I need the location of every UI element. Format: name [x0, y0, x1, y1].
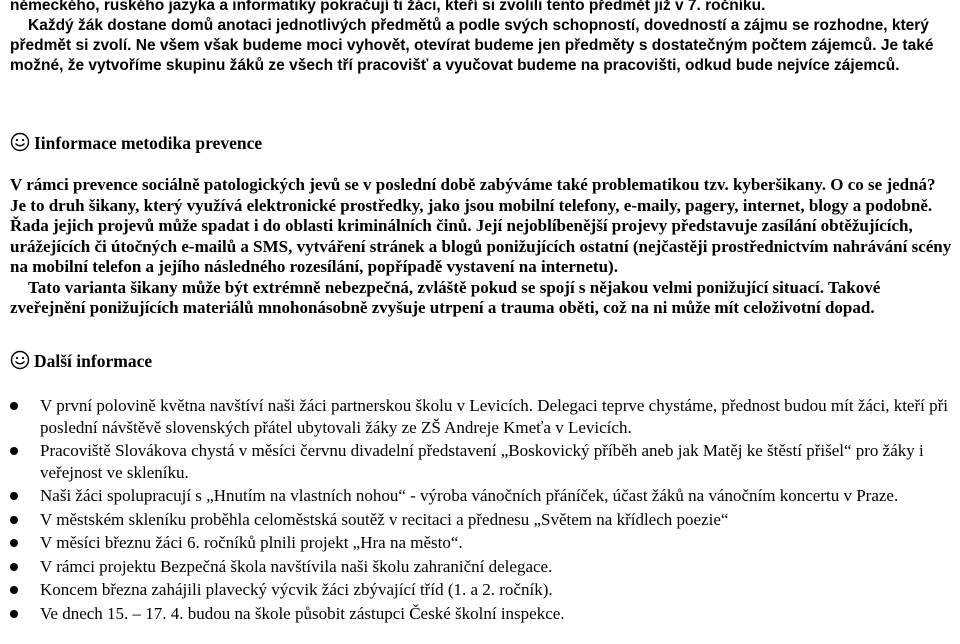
bullet-icon	[10, 563, 18, 571]
news-list	[0, 395, 960, 626]
list-item: Ve dnech 15. – 17. 4. budou na škole působit zástupci České školní inspekce.	[0, 603, 960, 625]
list-item: V měsíci březnu žáci 6. ročníků plnili projekt „Hra na město“.	[0, 532, 960, 554]
intro-paragraph: Každý žák dostane domů anotaci jednotlivých předmětů a podle svých schopností, dovedností a zájmu se rozhodne, který předmět si zvolí. Ne všem však budeme moci vyhovět, otevírat budeme jen předměty s dostatečným počtem zájemců. Je také možné, že vytvoříme skupinu žáků ze všech tří pracovišť a vyučovat budeme na pracovišti, odkud bude nejvíce zájemců.	[10, 17, 934, 74]
intro-line: německého, ruského jazyka a informatiky pokračují ti žáci, kteří si zvolili tento předmět již v 7. ročníku.	[10, 0, 766, 14]
list-item: Pracoviště Slovákova chystá v měsíci červnu divadelní představení „Boskovický příběh aneb jak Matěj ke štěstí přišel“ pro žáky i veřejnost ve skleníku.	[0, 440, 960, 483]
section-title: Iinformace metodika prevence	[34, 133, 263, 153]
section-prevence-heading	[0, 132, 262, 154]
paragraph: V rámci prevence sociálně patologických jevů se v poslední době zabýváme také problematikou tzv. kyberšikany. O co se jedná? Je to druh šikany, který využívá elektronické prostředky, jako jsou mobilní telefony, e-maily, pagery, internet, blogy a podobně. Řada jejich projevů může spadat i do oblasti kriminálních činů. Její nejoblíbenější projevy představuje zasílání obtěžujících, urážejících či útočných e-mailů a SMS, vytváření stránek a blogů ponižujících ostatní (nejčastěji prostřednictvím nahrávání scény na mobilní telefon a jejího následného rozesílání, popřípadě vystavení na internetu).	[10, 175, 952, 276]
bullet-icon	[10, 539, 18, 547]
smiley-icon	[10, 132, 30, 152]
list-item: Koncem března zahájili plavecký výcvik žáci zbývající tříd (1. a 2. ročník).	[0, 579, 960, 601]
paragraph: Tato varianta šikany může být extrémně nebezpečná, zvláště pokud se spojí s nějakou velmi ponižující situací. Takové zveřejnění ponižujících materiálů mnohonásobně zvyšuje utrpení a trauma oběti, což na ni může mít celoživotní dopad.	[10, 277, 881, 317]
smiley-icon	[10, 350, 30, 370]
section-prevence-body	[10, 175, 955, 319]
list-item: Naši žáci spolupracují s „Hnutím na vlastních nohou“ - výroba vánočních přáníček, účast žáků na vánočním koncertu v Praze.	[0, 485, 960, 507]
bullet-icon	[10, 586, 18, 594]
list-item: V rámci projektu Bezpečná škola navštívila naši školu zahraniční delegace.	[0, 556, 960, 578]
section-title: Další informace	[34, 351, 153, 371]
list-item: V městském skleníku proběhla celoměstská soutěž v recitaci a přednesu „Světem na křídlech poezie“	[0, 509, 960, 531]
bullet-icon	[10, 516, 18, 524]
bullet-icon	[10, 447, 18, 455]
list-item: V první polovině května navštíví naši žáci partnerskou školu v Levicích. Delegaci teprve chystáme, přednost budou mít žáci, kteří při poslední návštěvě slovenských přátel ubytovali žáky ze ZŠ Andreje Kmeťa v Levicích.	[0, 395, 960, 438]
bullet-icon	[10, 402, 18, 410]
intro-block	[0, 0, 960, 76]
section-dalsi-heading	[0, 350, 152, 372]
bullet-icon	[10, 610, 18, 618]
bullet-icon	[10, 492, 18, 500]
